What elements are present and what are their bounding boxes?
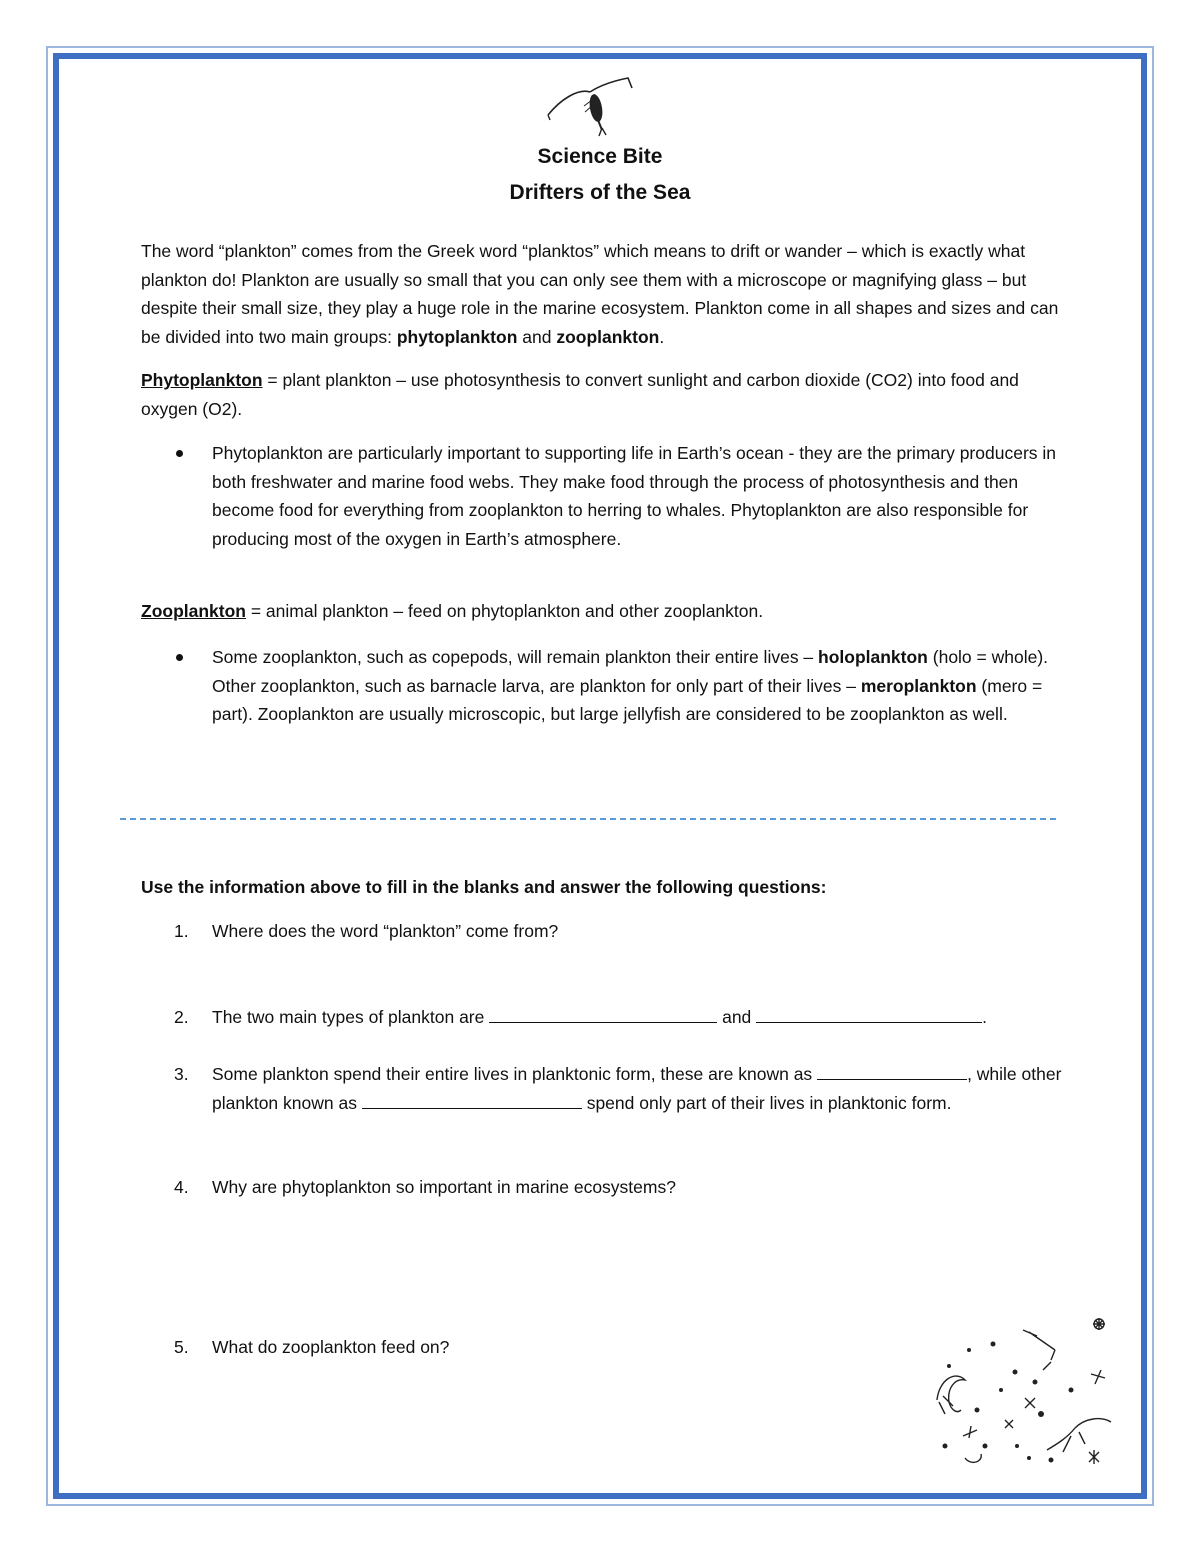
bullet-icon	[176, 654, 183, 661]
zoo-bullet-text-a: Some zooplankton, such as copepods, will remain plankton their entire lives –	[212, 647, 819, 667]
answer-blank[interactable]	[756, 1004, 982, 1023]
instructions: Use the information above to fill in the blanks and answer the following questions:	[141, 877, 827, 897]
question-text	[212, 1003, 1072, 1032]
answer-blank[interactable]	[362, 1090, 582, 1109]
answer-blank[interactable]	[817, 1061, 967, 1080]
intro-text: The word “plankton” comes from the Greek word “planktos” which means to drift or wander – which is exactly what plankton do! Plankton are usually so small that you can only see them with a microscope or magnifying glass – but despite their small size, they play a huge role in the marine ecosystem. Plankton come in all shapes and sizes and can be divided into two main groups:	[141, 241, 1059, 347]
question-2-text-b: and	[717, 1007, 757, 1027]
question-text: Where does the word “plankton” come from?	[212, 921, 559, 941]
zoo-definition	[141, 597, 1061, 626]
page-subtitle: Drifters of the Sea	[509, 181, 691, 204]
question-3-text-a: Some plankton spend their entire lives in planktonic form, these are known as	[212, 1064, 818, 1084]
zoo-bullet-text-e: (mero = part). Zooplankton are usually microscopic, but large jellyfish are considered to be zooplankton as well.	[212, 675, 1043, 724]
bullet-icon	[176, 450, 183, 457]
answer-blank[interactable]	[489, 1004, 717, 1023]
question-text: Why are phytoplankton so important in marine ecosystems?	[212, 1177, 676, 1197]
question-text: What do zooplankton feed on?	[212, 1337, 450, 1357]
question-number: 1.	[174, 921, 189, 941]
intro-term-phyto: phytoplankton	[396, 326, 518, 347]
plankton-cluster-illustration	[925, 1310, 1125, 1480]
zoo-bullet-list	[141, 643, 1061, 729]
copepod-illustration	[540, 70, 640, 145]
intro-and: and	[517, 326, 557, 347]
intro-end: .	[659, 326, 665, 347]
question-3-text-b: , while other plankton known as	[212, 1064, 1062, 1113]
page-title: Science Bite	[537, 145, 663, 168]
question-2-text-a: The two main types of plankton are	[212, 1007, 490, 1027]
question-number: 2.	[174, 1007, 189, 1027]
phyto-term: Phytoplankton	[141, 370, 263, 390]
phyto-definition-text: = plant plankton – use photosynthesis to convert sunlight and carbon dioxide (CO2) into food and oxygen (O2).	[141, 370, 1019, 419]
question-number: 5.	[174, 1337, 189, 1357]
list-item	[141, 643, 1061, 729]
phyto-bullet-text: Phytoplankton are particularly important to supporting life in Earth’s ocean - they are the primary producers in both freshwater and marine food webs. They make food through the process of photosynthesis and then become food for everything from zooplankton to herring to whales. Phytoplankton are also responsible for producing most of the oxygen in Earth’s atmosphere.	[212, 443, 1056, 549]
zoo-bullet-meroplankton: meroplankton	[860, 675, 977, 696]
zoo-bullet-text-c: (holo = whole). Other zooplankton, such as barnacle larva, are plankton for only part of their lives –	[212, 647, 1049, 696]
intro-term-zoo: zooplankton	[556, 326, 660, 347]
list-item	[141, 439, 1061, 553]
question-number: 3.	[174, 1064, 189, 1084]
zoo-term: Zooplankton	[141, 601, 246, 621]
intro-paragraph	[141, 237, 1061, 351]
phyto-bullet-list	[141, 439, 1061, 553]
zoo-definition-text: = animal plankton – feed on phytoplankton and other zooplankton.	[245, 601, 764, 621]
zoo-bullet-holoplankton: holoplankton	[818, 647, 928, 667]
question-text	[212, 1060, 1062, 1117]
question-number: 4.	[174, 1177, 189, 1197]
phyto-definition	[141, 366, 1061, 423]
section-divider	[120, 818, 1056, 820]
question-2-text-c: .	[982, 1007, 988, 1027]
question-3-text-c: spend only part of their lives in planktonic form.	[581, 1092, 952, 1113]
